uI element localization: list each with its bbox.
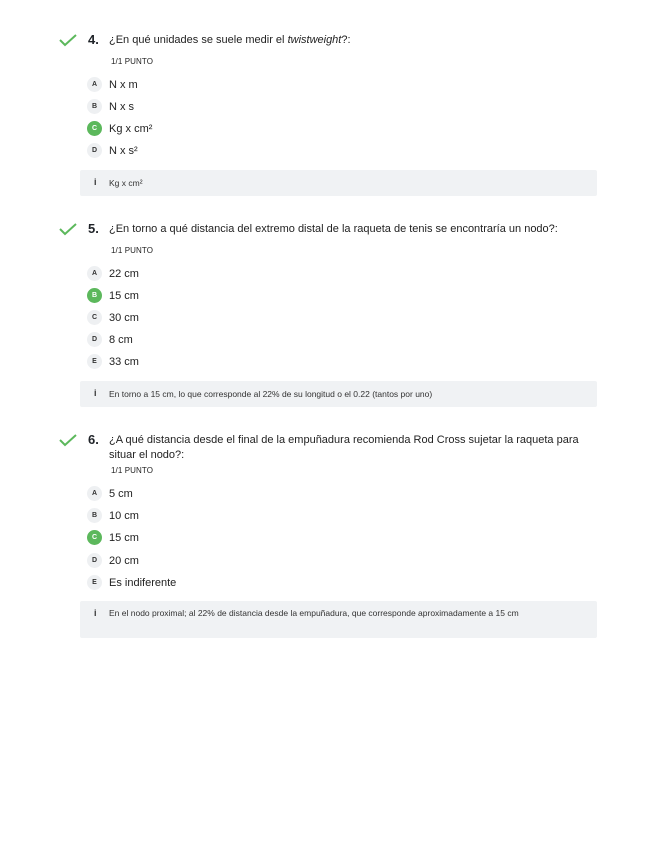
question-text: ¿En torno a qué distancia del extremo distal de la raqueta de tenis se encontraría un nodo?:: [109, 223, 558, 235]
feedback-box: [80, 170, 597, 196]
points-label: 1/1 PUNTO: [111, 246, 154, 255]
option-text: 30 cm: [109, 312, 139, 324]
info-icon: i: [94, 177, 97, 187]
info-icon: i: [94, 388, 97, 398]
option-text: N x s²: [109, 145, 138, 157]
option-letter: A: [87, 77, 102, 92]
option-text: 22 cm: [109, 268, 139, 280]
option-text: Es indiferente: [109, 577, 177, 589]
option-letter: E: [87, 354, 102, 369]
option-letter-correct: B: [87, 288, 102, 303]
option-text: 5 cm: [109, 488, 133, 500]
check-icon: [58, 222, 78, 236]
feedback-text: En torno a 15 cm, lo que corresponde al 22% de su longitud o el 0.22 (tantos por uno): [109, 389, 433, 399]
option-letter: A: [87, 486, 102, 501]
option-text: 15 cm: [109, 290, 139, 302]
option-text: 8 cm: [109, 334, 133, 346]
points-label: 1/1 PUNTO: [111, 57, 154, 66]
option-letter: B: [87, 99, 102, 114]
option-text: N x s: [109, 101, 135, 113]
question-number: 6.: [88, 432, 99, 447]
option-letter: E: [87, 575, 102, 590]
question-text: ¿A qué distancia desde el final de la empuñadura recomienda Rod Cross sujetar la raqueta para situar el nodo?:: [109, 434, 579, 461]
feedback-box: [80, 601, 597, 638]
option-letter: D: [87, 553, 102, 568]
option-letter-correct: C: [87, 121, 102, 136]
option-letter-correct: C: [87, 530, 102, 545]
feedback-text: En el nodo proximal; al 22% de distancia desde la empuñadura, que corresponde aproximadamente a 15 cm: [109, 608, 519, 618]
option-text: 20 cm: [109, 555, 139, 567]
option-text: 10 cm: [109, 510, 139, 522]
check-icon: [58, 433, 78, 447]
question-number: 4.: [88, 32, 99, 47]
info-icon: i: [94, 608, 97, 618]
option-letter: D: [87, 143, 102, 158]
option-text: 15 cm: [109, 532, 139, 544]
option-letter: C: [87, 310, 102, 325]
option-text: N x m: [109, 79, 138, 91]
feedback-box: [80, 381, 597, 407]
feedback-text: Kg x cm²: [109, 178, 143, 188]
option-letter: D: [87, 332, 102, 347]
points-label: 1/1 PUNTO: [111, 466, 154, 475]
option-letter: B: [87, 508, 102, 523]
question-number: 5.: [88, 221, 99, 236]
option-letter: A: [87, 266, 102, 281]
check-icon: [58, 33, 78, 47]
option-text: Kg x cm²: [109, 123, 153, 135]
option-text: 33 cm: [109, 356, 139, 368]
question-text: ¿En qué unidades se suele medir el twistweight?:: [109, 34, 351, 46]
